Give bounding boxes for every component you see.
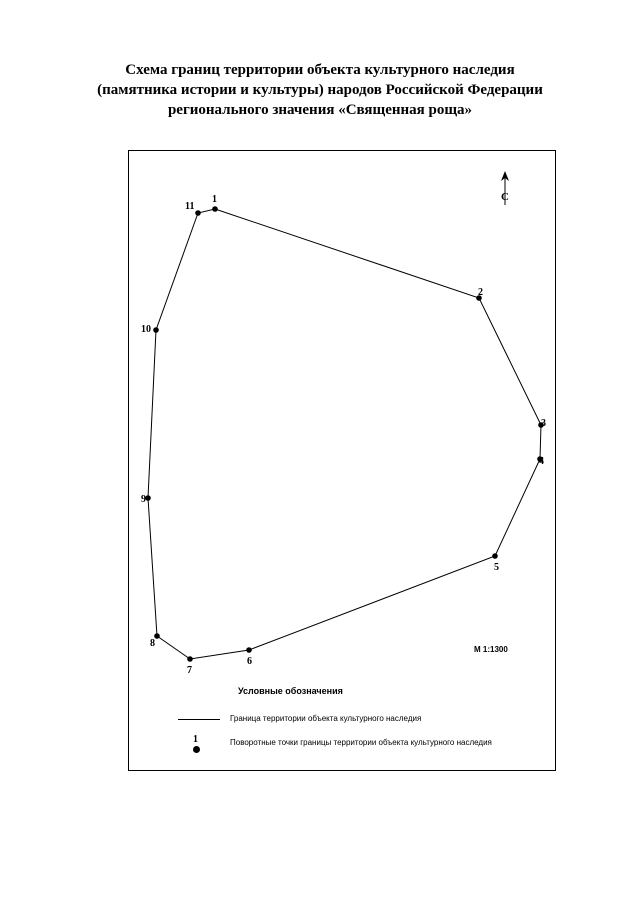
north-arrow (501, 171, 509, 205)
turning-point-label-3: 3 (541, 418, 546, 429)
turning-point-label-7: 7 (187, 665, 192, 676)
legend-boundary-label: Граница территории объекта культурного наследия (230, 714, 422, 723)
turning-point-label-4: 4 (539, 456, 544, 467)
legend-boundary-line-symbol (178, 719, 220, 720)
turning-point-label-6: 6 (247, 656, 252, 667)
title-line-3: регионального значения «Священная роща» (167, 102, 473, 118)
turning-point-7 (187, 656, 193, 662)
title-line-1: Схема границ территории объекта культурного наследия (125, 62, 515, 78)
legend-title: Условные обозначения (238, 686, 343, 696)
turning-point-6 (246, 647, 252, 653)
legend-point-symbol (193, 746, 200, 753)
turning-point-9 (145, 495, 151, 501)
boundary-polygon (148, 209, 541, 659)
north-label: С (501, 191, 509, 203)
title-line-2: (памятника истории и культуры) народов Российской Федерации (97, 82, 543, 98)
scale-label: М 1:1300 (474, 645, 508, 654)
turning-point-label-1: 1 (212, 194, 217, 205)
turning-point-label-9: 9 (141, 494, 146, 505)
turning-point-5 (492, 553, 498, 559)
turning-point-1 (212, 206, 218, 212)
turning-point-label-11: 11 (185, 201, 195, 212)
turning-point-label-8: 8 (150, 638, 155, 649)
turning-point-8 (154, 633, 160, 639)
legend-points-label: Поворотные точки границы территории объекта культурного наследия (230, 738, 492, 747)
turning-point-label-5: 5 (494, 562, 499, 573)
turning-point-label-2: 2 (478, 287, 483, 298)
turning-point-11 (195, 210, 201, 216)
legend-point-number: 1 (193, 734, 198, 745)
turning-point-label-10: 10 (141, 324, 151, 335)
turning-points (141, 194, 546, 676)
turning-point-10 (153, 327, 159, 333)
